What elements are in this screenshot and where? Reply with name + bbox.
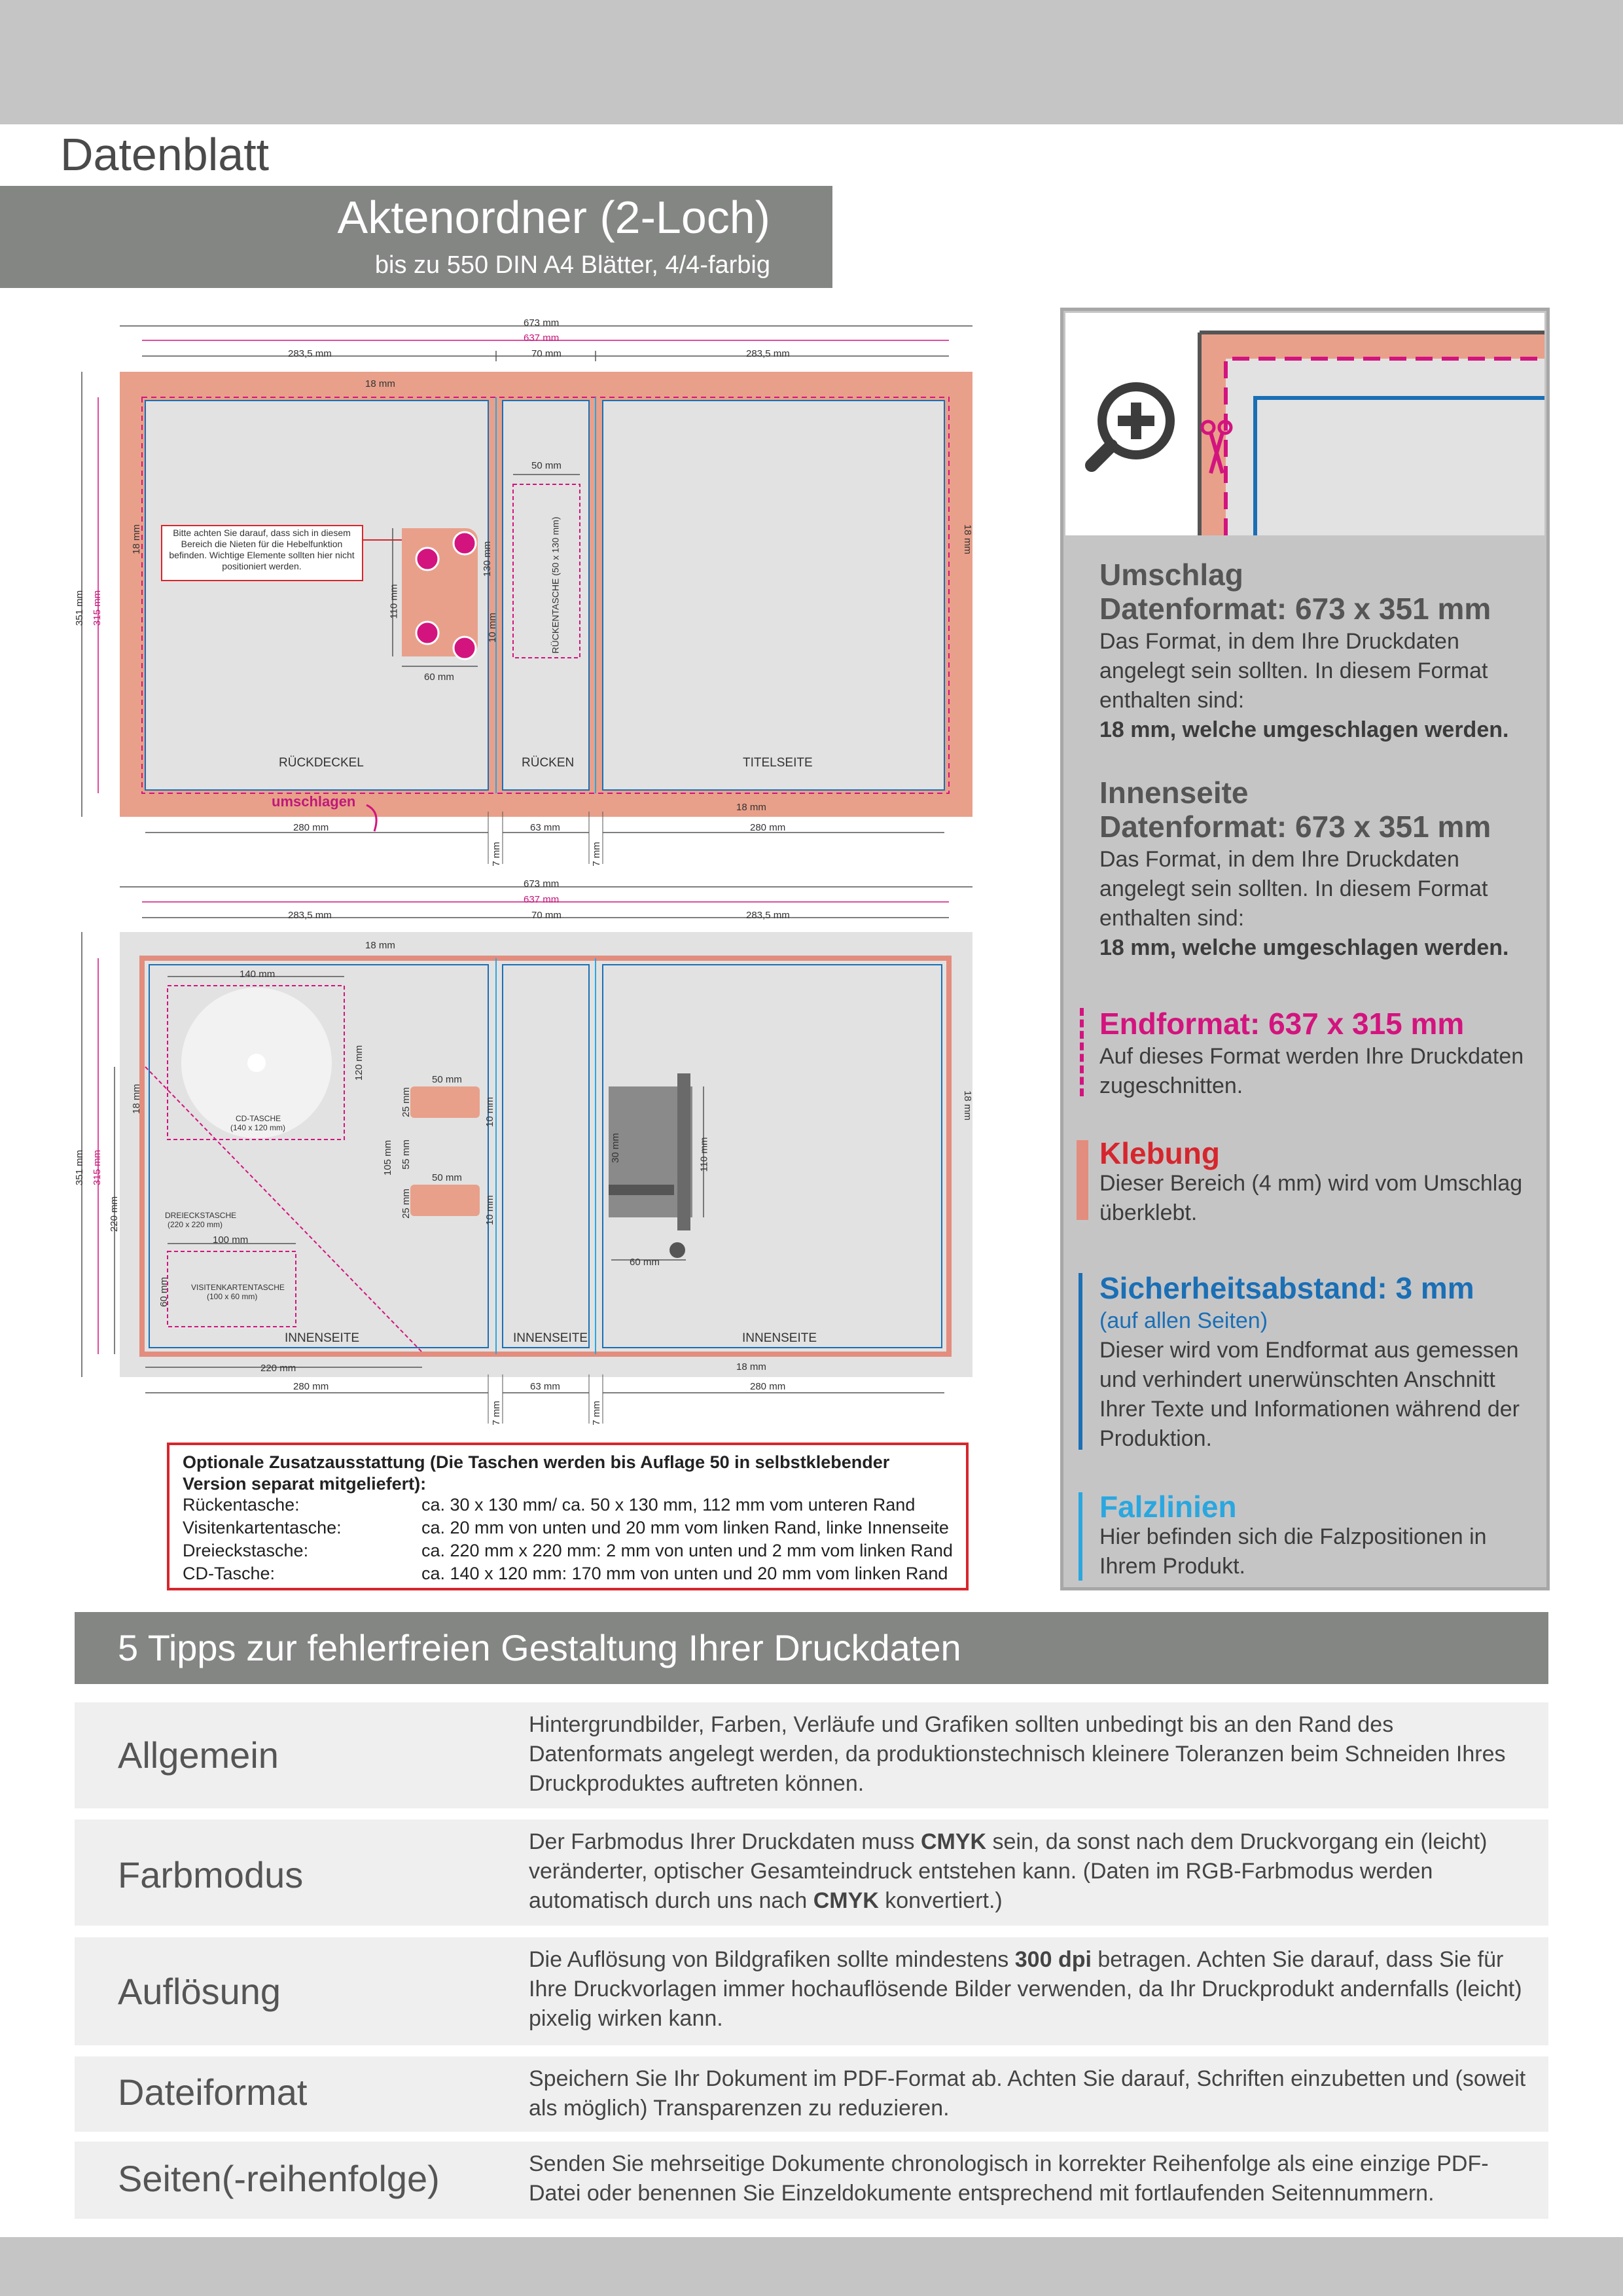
pocket-dim-w: 50 mm bbox=[531, 460, 562, 471]
cover-gap-right: 7 mm bbox=[590, 842, 602, 867]
option-label: Dreieckstasche: bbox=[183, 1541, 309, 1560]
endformat-marker bbox=[1080, 1008, 1084, 1096]
cd-dim-w: 140 mm bbox=[240, 969, 276, 980]
klebung-body: Dieser Bereich (4 mm) wird vom Umschlag überklebt. bbox=[1099, 1171, 1523, 1225]
inner-bottom-left: 280 mm bbox=[293, 1381, 329, 1392]
triangle-label-1: DREIECKSTASCHE bbox=[165, 1211, 237, 1220]
tips-heading: 5 Tipps zur fehlerfreien Gestaltung Ihrer Druckdaten bbox=[118, 1627, 961, 1668]
vk-dim-h: 60 mm bbox=[158, 1277, 169, 1307]
vk-dim-w: 100 mm bbox=[213, 1234, 249, 1246]
option-row bbox=[183, 1495, 915, 1515]
triangle-label-2: (220 x 220 mm) bbox=[168, 1220, 223, 1229]
label-inner-spine: INNENSEITE bbox=[513, 1331, 588, 1345]
tip-allgemein bbox=[75, 1702, 1548, 1808]
umschlag-bold: 18 mm, welche umgeschlagen werden. bbox=[1099, 717, 1509, 742]
rivet-3 bbox=[416, 622, 438, 644]
sicherheit-sub: (auf allen Seiten) bbox=[1099, 1308, 1268, 1333]
label-back-cover: RÜCKDECKEL bbox=[279, 756, 364, 770]
tip-text: Speichern Sie Ihr Dokument im PDF-Format ab. Achten Sie darauf, Schriften einzubetten und (soweit als möglich) Transparenzen zu reduzieren. bbox=[529, 2066, 1526, 2121]
top-band bbox=[0, 0, 1623, 124]
mech-dim-h2: 110 mm bbox=[698, 1137, 710, 1172]
klebung-marker bbox=[1077, 1140, 1088, 1220]
tip-dateiformat bbox=[75, 2056, 1548, 2132]
option-value: ca. 220 mm x 220 mm: 2 mm von unten und 2 mm vom linken Rand bbox=[421, 1541, 953, 1560]
inner-dim-left: 283,5 mm bbox=[288, 910, 332, 921]
tip-text: Hintergrundbilder, Farben, Verläufe und Grafiken sollten unbedingt bis an den Rand des Datenformats angelegt werden, da produktionstechnisch kleinere Toleranzen beim Schneiden Ihres Druckproduktes auftreten können. bbox=[529, 1712, 1506, 1796]
innen-format: Datenformat: 673 x 351 mm bbox=[1099, 810, 1491, 844]
cover-dim-total: 673 mm bbox=[524, 317, 560, 329]
tip-seiten bbox=[75, 2142, 1548, 2219]
cover-dim-height-total: 351 mm bbox=[74, 590, 86, 626]
innen-title: Innenseite bbox=[1099, 776, 1249, 810]
inner-bottom-right: 280 mm bbox=[750, 1381, 786, 1392]
label-front-cover: TITELSEITE bbox=[743, 756, 813, 770]
sicherheit-marker bbox=[1079, 1273, 1082, 1450]
rivet-dim-h: 110 mm bbox=[388, 584, 400, 619]
datenblatt-tab bbox=[0, 124, 325, 186]
slot-dim-gap: 55 mm bbox=[400, 1139, 412, 1170]
cover-dim-spine: 70 mm bbox=[531, 348, 562, 359]
rivet-note: Bitte achten Sie darauf, dass sich in diesem Bereich die Nieten für die Hebelfunktion befinden. Wichtige Elemente sollten hier nicht positioniert werden. bbox=[169, 528, 355, 571]
tip-text-bold: 300 dpi bbox=[1014, 1947, 1092, 1972]
tip-text-part: konvertiert.) bbox=[878, 1888, 1003, 1913]
cd-label-1: CD-TASCHE bbox=[236, 1114, 281, 1123]
cover-bottom-left: 280 mm bbox=[293, 822, 329, 833]
slot-dim-h2: 25 mm bbox=[400, 1189, 412, 1219]
cover-bottom-right: 280 mm bbox=[750, 822, 786, 833]
innen-bold: 18 mm, welche umgeschlagen werden. bbox=[1099, 935, 1509, 960]
tip-label: Allgemein bbox=[118, 1734, 279, 1776]
cover-dim-right: 283,5 mm bbox=[746, 348, 790, 359]
tip-label: Seiten(-reihenfolge) bbox=[118, 2158, 440, 2199]
cover-bottom-spine: 63 mm bbox=[530, 822, 560, 833]
vk-label-2: (100 x 60 mm) bbox=[207, 1292, 258, 1301]
option-value: ca. 20 mm von unten und 20 mm vom linken Rand, linke Innenseite bbox=[421, 1518, 949, 1537]
tip-text bbox=[529, 1827, 1530, 1916]
page-subtitle: bis zu 550 DIN A4 Blätter, 4/4-farbig bbox=[374, 251, 770, 279]
tip-text-part: Die Auflösung von Bildgrafiken sollte mindestens bbox=[529, 1947, 1015, 1972]
slot-1 bbox=[410, 1086, 480, 1118]
inner-bottom-tri: 220 mm bbox=[260, 1363, 296, 1374]
title-bar bbox=[0, 186, 832, 288]
cd-label-2: (140 x 120 mm) bbox=[230, 1123, 286, 1132]
tip-text-part: Der Farbmodus Ihrer Druckdaten muss bbox=[529, 1829, 921, 1854]
option-label: Rückentasche: bbox=[183, 1495, 300, 1515]
tip-text: Senden Sie mehrseitige Dokumente chronologisch in korrekter Reihenfolge als eine einzige PDF-Datei oder benennen Sie Einzeldokumente entsprechend mit fortlaufenden Seitennummern. bbox=[529, 2151, 1489, 2206]
slot-dim-bottom2: 10 mm bbox=[484, 1195, 495, 1225]
pocket-dim-h: 130 mm bbox=[482, 541, 493, 577]
umschlag-body: Das Format, in dem Ihre Druckdaten angelegt sein sollten. In diesem Format enthalten sind: bbox=[1099, 629, 1488, 713]
inner-dim-end: 637 mm bbox=[524, 894, 560, 905]
tip-farbmodus bbox=[75, 1820, 1548, 1926]
label-inner-right: INNENSEITE bbox=[742, 1331, 817, 1345]
option-value: ca. 140 x 120 mm: 170 mm von unten und 20 mm vom linken Rand bbox=[421, 1564, 948, 1583]
endformat-body: Auf dieses Format werden Ihre Druckdaten zugeschnitten. bbox=[1099, 1044, 1524, 1098]
rivet-2 bbox=[454, 532, 476, 554]
cover-layout bbox=[82, 326, 972, 864]
inner-gap-left: 7 mm bbox=[490, 1401, 502, 1426]
sicherheit-body: Dieser wird vom Endformat aus gemessen und verhindert unerwünschten Anschnitt Ihrer Texte und Informationen während der Produktion. bbox=[1099, 1338, 1520, 1451]
slot-dim-total: 105 mm bbox=[382, 1139, 394, 1176]
umschlag-title: Umschlag bbox=[1099, 558, 1243, 592]
falzlinien-body: Hier befinden sich die Falzpositionen in Ihrem Produkt. bbox=[1099, 1524, 1487, 1579]
tip-label: Farbmodus bbox=[118, 1854, 304, 1895]
umschlag-format: Datenformat: 673 x 351 mm bbox=[1099, 592, 1491, 626]
inner-dim-total: 673 mm bbox=[524, 878, 560, 889]
tip-aufloesung bbox=[75, 1937, 1548, 2045]
cover-dim-fold-right: 18 mm bbox=[961, 524, 973, 554]
inner-dim-height-end: 315 mm bbox=[92, 1149, 103, 1186]
slot-dim-w2: 50 mm bbox=[432, 1172, 462, 1183]
klebung-title: Klebung bbox=[1099, 1136, 1220, 1170]
slot-2 bbox=[410, 1185, 480, 1216]
spine-panel bbox=[503, 401, 589, 790]
triangle-dim-h: 220 mm bbox=[109, 1196, 120, 1232]
cd-dim-h: 120 mm bbox=[353, 1045, 365, 1081]
cd-hole bbox=[247, 1054, 266, 1072]
cover-dim-height-end: 315 mm bbox=[92, 590, 103, 626]
option-row bbox=[183, 1518, 949, 1538]
zoom-illustration bbox=[1065, 313, 1544, 535]
page-title: Aktenordner (2-Loch) bbox=[337, 192, 770, 243]
zoom-box bbox=[1065, 313, 1544, 535]
rivet-dim-w: 60 mm bbox=[424, 672, 454, 683]
inner-dim-fold-right: 18 mm bbox=[961, 1090, 973, 1121]
option-value: ca. 30 x 130 mm/ ca. 50 x 130 mm, 112 mm vom unteren Rand bbox=[421, 1495, 916, 1515]
innen-body: Das Format, in dem Ihre Druckdaten angelegt sein sollten. In diesem Format enthalten sind: bbox=[1099, 847, 1488, 931]
vk-label-1: VISITENKARTENTASCHE bbox=[191, 1283, 285, 1292]
datenblatt-label: Datenblatt bbox=[60, 129, 270, 180]
tip-text-bold: CMYK bbox=[813, 1888, 879, 1913]
mech-dim-w: 60 mm bbox=[630, 1257, 660, 1268]
cover-dim-left: 283,5 mm bbox=[288, 348, 332, 359]
cover-dim-end: 637 mm bbox=[524, 332, 560, 344]
inner-dim-fold-left: 18 mm bbox=[130, 1084, 142, 1114]
options-box bbox=[167, 1443, 969, 1590]
option-row bbox=[183, 1541, 953, 1561]
cover-dim-fold-bottom: 18 mm bbox=[736, 802, 766, 813]
falzlinien-title: Falzlinien bbox=[1099, 1490, 1237, 1524]
cover-gap-left: 7 mm bbox=[490, 842, 502, 867]
option-row bbox=[183, 1564, 948, 1584]
tip-text-part: sein, da sonst nach dem Druckvorgang ein (leicht) veränderter, optischer Gesamteindruck entstehen kann. (Daten im RGB-Farbmodus werden automatisch durch uns nach bbox=[529, 1829, 1488, 1913]
label-spine: RÜCKEN bbox=[522, 756, 575, 770]
inner-dim-fold-top: 18 mm bbox=[365, 940, 395, 951]
rivet-1 bbox=[416, 548, 438, 570]
inner-spine-panel bbox=[503, 965, 589, 1348]
inner-dim-spine: 70 mm bbox=[531, 910, 562, 921]
umschlagen-label: umschlagen bbox=[272, 793, 356, 810]
tip-label: Auflösung bbox=[118, 1971, 281, 2012]
tip-text-bold: CMYK bbox=[920, 1829, 987, 1854]
bottom-band bbox=[0, 2237, 1623, 2296]
cover-dim-fold-top: 18 mm bbox=[365, 378, 395, 389]
mech-dim-h1: 30 mm bbox=[609, 1133, 621, 1163]
falzlinien-marker bbox=[1079, 1492, 1082, 1581]
inner-dim-fold-bottom: 18 mm bbox=[736, 1361, 766, 1372]
slot-dim-w1: 50 mm bbox=[432, 1074, 462, 1085]
inner-dim-height-total: 351 mm bbox=[74, 1149, 86, 1186]
diagrams bbox=[0, 308, 995, 1433]
endformat-title: Endformat: 637 x 315 mm bbox=[1099, 1007, 1465, 1041]
option-label: Visitenkartentasche: bbox=[183, 1518, 342, 1537]
rivet-4 bbox=[454, 637, 476, 659]
inner-gap-right: 7 mm bbox=[590, 1401, 602, 1426]
pocket-label: RÜCKENTASCHE (50 x 130 mm) bbox=[550, 516, 561, 654]
tip-text-part: betragen. Achten Sie darauf, dass Sie für Ihre Druckvorlagen immer hochauflösende Bilder verwenden, da Ihr Druckprodukt andernfalls (leicht) pixelig wirken kann. bbox=[529, 1947, 1522, 2031]
tip-text bbox=[529, 1945, 1530, 2034]
option-label: CD-Tasche: bbox=[183, 1564, 276, 1583]
label-inner-left: INNENSEITE bbox=[285, 1331, 360, 1345]
pocket-dim-bottom: 10 mm bbox=[486, 613, 498, 643]
inner-bottom-spine: 63 mm bbox=[530, 1381, 560, 1392]
slot-dim-bottom1: 10 mm bbox=[484, 1097, 495, 1127]
sicherheit-title: Sicherheitsabstand: 3 mm bbox=[1099, 1271, 1474, 1305]
slot-dim-h1: 25 mm bbox=[400, 1087, 412, 1117]
options-heading: Optionale Zusatzausstattung (Die Taschen werden bis Auflage 50 in selbstklebender Version separat mitgeliefert): bbox=[183, 1452, 890, 1494]
cover-dim-fold-left: 18 mm bbox=[130, 524, 142, 554]
magnifier-plus-icon bbox=[1092, 387, 1170, 465]
front-cover-panel bbox=[603, 401, 944, 790]
inner-dim-right: 283,5 mm bbox=[746, 910, 790, 921]
tip-label: Dateiformat bbox=[118, 2072, 308, 2113]
tips-header bbox=[75, 1612, 1548, 1684]
